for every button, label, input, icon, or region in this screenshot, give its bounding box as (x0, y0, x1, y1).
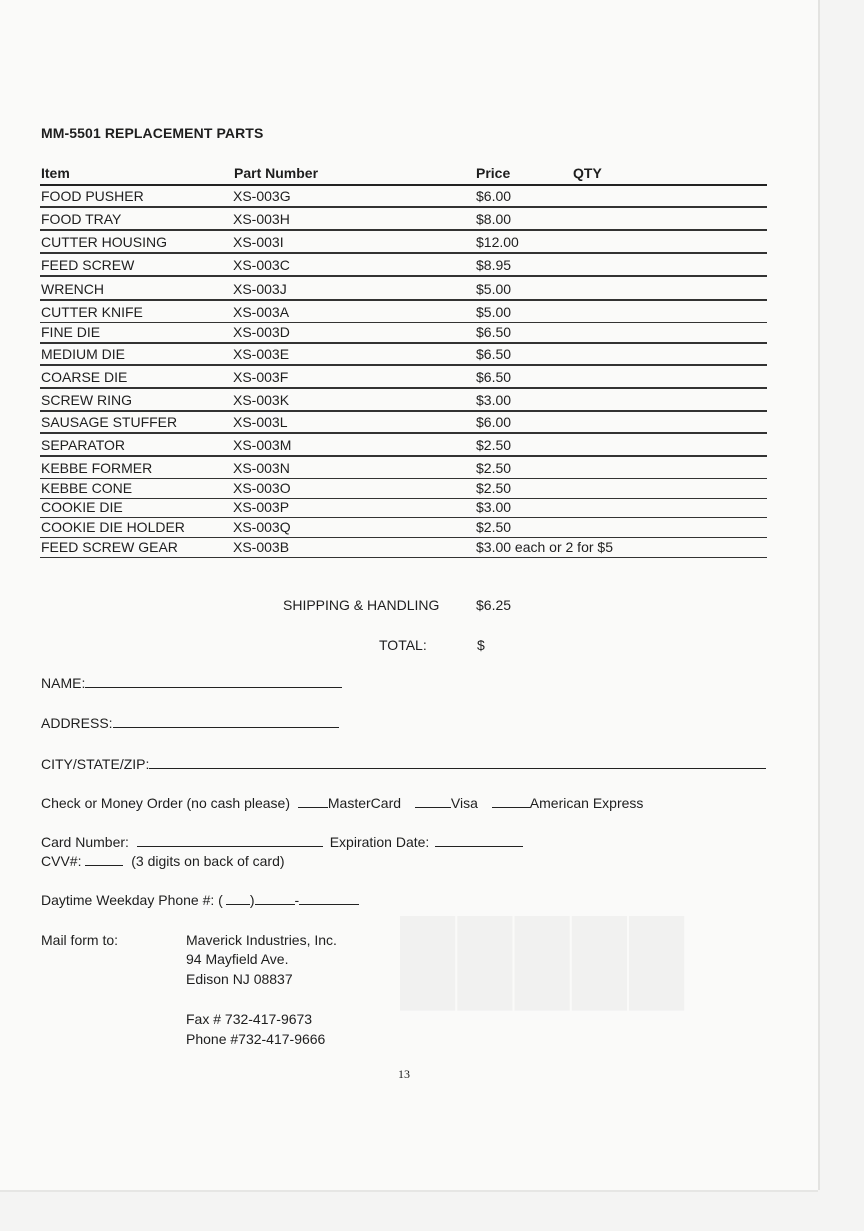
row-rule (40, 252, 767, 254)
mail-label: Mail form to: (41, 932, 119, 948)
row-rule (40, 432, 767, 434)
qty-cell[interactable] (573, 392, 763, 408)
qty-cell[interactable] (573, 437, 763, 453)
phone-label: Daytime Weekday Phone #: ( (41, 892, 223, 908)
part-number-cell: XS-003H (233, 211, 290, 227)
price-cell: $3.00 (476, 499, 512, 515)
table-row (40, 211, 767, 231)
price-cell: $6.50 (476, 324, 512, 340)
qty-cell[interactable] (573, 188, 763, 204)
qty-cell[interactable] (573, 369, 763, 385)
qty-cell[interactable] (573, 480, 763, 496)
price-cell: $6.00 (476, 414, 512, 430)
qty-cell[interactable] (573, 460, 763, 476)
expiration-date-field[interactable] (435, 834, 523, 847)
qty-cell[interactable] (573, 414, 763, 430)
card-number-label: Card Number: (41, 834, 129, 850)
table-row (40, 346, 767, 366)
price-cell: $2.50 (476, 460, 512, 476)
item-cell: FOOD TRAY (41, 211, 122, 227)
item-cell: MEDIUM DIE (41, 346, 125, 362)
row-rule (40, 410, 767, 412)
part-number-cell: XS-003Q (233, 519, 291, 535)
address-field-row (41, 715, 339, 731)
row-rule (40, 455, 767, 457)
column-header-item: Item (41, 165, 70, 181)
table-row (40, 414, 767, 434)
cvv-hint: (3 digits on back of card) (131, 853, 285, 869)
part-number-cell: XS-003O (233, 480, 291, 496)
total-label: TOTAL: (379, 637, 427, 653)
phone-number: Phone #732-417-9666 (186, 1031, 326, 1047)
amex-blank[interactable] (492, 795, 530, 808)
part-number-cell: XS-003P (233, 499, 290, 515)
bleed-through-mark (400, 915, 686, 1006)
item-cell: CUTTER KNIFE (41, 304, 143, 320)
item-cell: FINE DIE (41, 324, 101, 340)
row-rule (40, 322, 767, 323)
cvv-label: CVV#: (41, 853, 82, 869)
price-cell: $3.00 (476, 392, 512, 408)
item-cell: FEED SCREW (41, 257, 135, 273)
page-edge-bottom (0, 1190, 818, 1192)
part-number-cell: XS-003M (233, 437, 292, 453)
item-cell: COOKIE DIE HOLDER (41, 519, 185, 535)
mail-address-line-2: 94 Mayfield Ave. (186, 951, 289, 967)
price-cell: $12.00 (476, 234, 519, 250)
item-cell: COOKIE DIE (41, 499, 123, 515)
price-cell: $2.50 (476, 519, 512, 535)
phone-line-field[interactable] (299, 892, 359, 905)
item-cell: FOOD PUSHER (41, 188, 144, 204)
table-row (40, 460, 767, 480)
row-rule (40, 342, 767, 344)
part-number-cell: XS-003D (233, 324, 290, 340)
item-cell: SAUSAGE STUFFER (41, 414, 178, 430)
part-number-cell: XS-003L (233, 414, 288, 430)
shipping-value: $6.25 (476, 597, 512, 613)
city-state-zip-label: CITY/STATE/ZIP: (41, 756, 150, 772)
row-rule (40, 387, 767, 389)
table-row (40, 257, 767, 277)
column-header-price: Price (476, 165, 511, 181)
item-cell: SEPARATOR (41, 437, 126, 453)
phone-dash: - (294, 892, 300, 908)
row-rule (40, 364, 767, 366)
total-value: $ (477, 637, 485, 653)
phone-area-code-field[interactable] (226, 892, 250, 905)
amex-label: American Express (529, 795, 644, 811)
expiration-date-label: Expiration Date: (329, 834, 430, 850)
name-field[interactable] (85, 675, 342, 688)
payment-method-row (41, 795, 643, 811)
qty-cell[interactable] (573, 234, 763, 250)
table-row (40, 437, 767, 457)
address-label: ADDRESS: (41, 715, 113, 731)
price-cell: $6.50 (476, 369, 512, 385)
price-cell: $5.00 (476, 304, 512, 320)
city-field-row (41, 756, 766, 772)
table-row (40, 234, 767, 254)
price-cell: $3.00 each or 2 for $5 (476, 539, 613, 555)
visa-blank[interactable] (415, 795, 451, 808)
qty-cell[interactable] (573, 324, 763, 340)
page-number: 13 (398, 1067, 410, 1081)
item-cell: KEBBE CONE (41, 480, 133, 496)
price-cell: $6.50 (476, 346, 512, 362)
qty-cell[interactable] (573, 257, 763, 273)
item-cell: COARSE DIE (41, 369, 128, 385)
mastercard-blank[interactable] (298, 795, 328, 808)
phone-prefix-field[interactable] (255, 892, 295, 905)
part-number-cell: XS-003C (233, 257, 290, 273)
qty-cell[interactable] (573, 304, 763, 320)
fax-number: Fax # 732-417-9673 (186, 1011, 313, 1027)
column-header-qty: QTY (573, 165, 602, 181)
part-number-cell: XS-003J (233, 281, 287, 297)
row-rule (40, 299, 767, 301)
price-cell: $5.00 (476, 281, 512, 297)
city-state-zip-field[interactable] (149, 756, 766, 769)
page-edge-right (818, 0, 820, 1190)
part-number-cell: XS-003G (233, 188, 291, 204)
part-number-cell: XS-003I (233, 234, 284, 250)
table-row (40, 188, 767, 208)
card-number-field[interactable] (137, 834, 323, 847)
phone-paren: ) (249, 892, 255, 908)
qty-cell[interactable] (573, 539, 763, 555)
name-field-row (41, 675, 342, 691)
phone-row (41, 892, 359, 908)
qty-cell[interactable] (573, 346, 763, 362)
price-cell: $2.50 (476, 437, 512, 453)
address-field[interactable] (113, 715, 339, 728)
card-row (41, 834, 523, 850)
row-rule (40, 206, 767, 208)
part-number-cell: XS-003F (233, 369, 289, 385)
price-cell: $8.95 (476, 257, 512, 273)
price-cell: $6.00 (476, 188, 512, 204)
table-row (40, 369, 767, 389)
row-rule (40, 478, 767, 479)
row-rule (40, 229, 767, 231)
row-rule (40, 275, 767, 277)
header-rule (40, 184, 767, 186)
table-row (40, 324, 767, 344)
part-number-cell: XS-003A (233, 304, 290, 320)
row-rule (40, 537, 767, 538)
visa-label: Visa (450, 795, 478, 811)
payment-intro: Check or Money Order (no cash please) (41, 795, 290, 811)
part-number-cell: XS-003B (233, 539, 290, 555)
item-cell: FEED SCREW GEAR (41, 539, 178, 555)
item-cell: SCREW RING (41, 392, 132, 408)
table-row (40, 499, 767, 519)
qty-cell[interactable] (573, 211, 763, 227)
cvv-field[interactable] (85, 853, 123, 866)
item-cell: WRENCH (41, 281, 104, 297)
row-rule (40, 557, 767, 558)
column-header-part-number: Part Number (234, 165, 319, 181)
table-row (40, 519, 767, 539)
part-number-cell: XS-003E (233, 346, 290, 362)
part-number-cell: XS-003N (233, 460, 290, 476)
cvv-row (41, 853, 285, 869)
qty-cell[interactable] (573, 519, 763, 535)
price-cell: $8.00 (476, 211, 512, 227)
item-cell: CUTTER HOUSING (41, 234, 167, 250)
row-rule (40, 517, 767, 518)
table-row (40, 392, 767, 412)
mail-address-line-1: Maverick Industries, Inc. (186, 932, 337, 948)
table-row (40, 480, 767, 500)
part-number-cell: XS-003K (233, 392, 290, 408)
table-row (40, 304, 767, 324)
item-cell: KEBBE FORMER (41, 460, 153, 476)
price-cell: $2.50 (476, 480, 512, 496)
qty-cell[interactable] (573, 281, 763, 297)
qty-cell[interactable] (573, 499, 763, 515)
table-row (40, 281, 767, 301)
mastercard-label: MasterCard (327, 795, 402, 811)
table-row (40, 539, 767, 559)
name-label: NAME: (41, 675, 86, 691)
mail-address-line-3: Edison NJ 08837 (186, 971, 293, 987)
shipping-label: SHIPPING & HANDLING (283, 597, 440, 613)
page-title: MM-5501 REPLACEMENT PARTS (41, 125, 264, 141)
